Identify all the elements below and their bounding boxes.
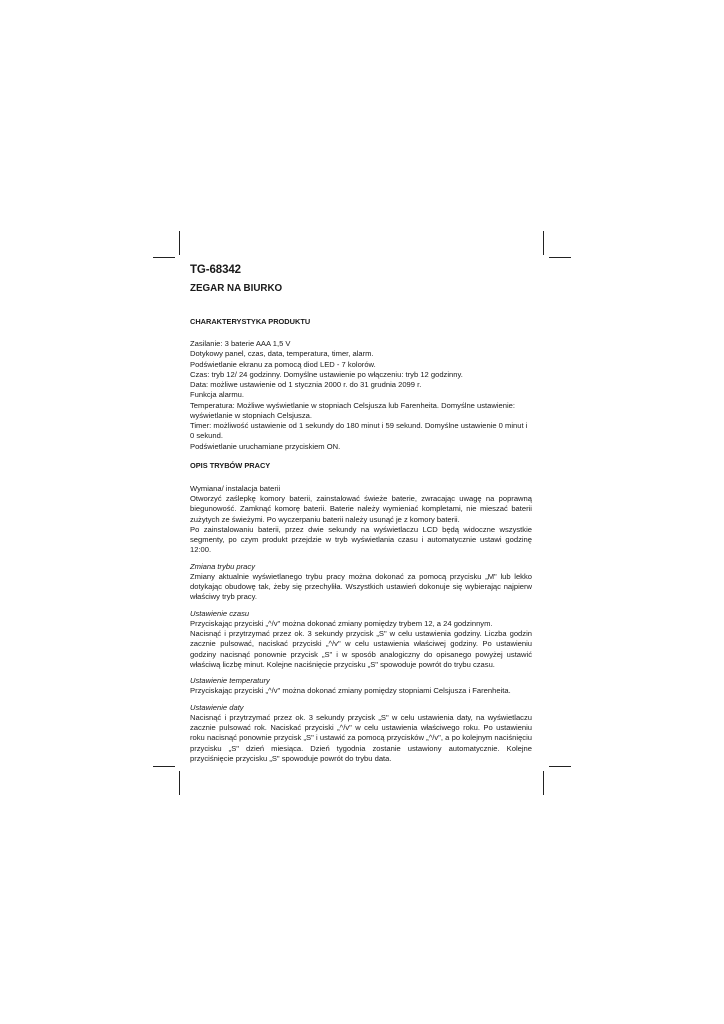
- crop-mark-bottom-left-horizontal: [153, 766, 175, 767]
- crop-mark-top-left-horizontal: [153, 257, 175, 258]
- temperature-text: Przyciskając przyciski „^/v" można dokonać zmiany pomiędzy stopniami Celsjusza i Farenheita.: [190, 686, 511, 696]
- crop-mark-top-right-horizontal: [549, 257, 571, 258]
- spec-line: Funkcja alarmu.: [190, 390, 245, 400]
- crop-mark-bottom-right-vertical: [543, 771, 544, 795]
- spec-line: Dotykowy panel, czas, data, temperatura, timer, alarm.: [190, 349, 374, 359]
- mode-change-text: Zmiany aktualnie wyświetlanego trybu pracy można dokonać za pomocą przycisku „M" lub lekko dotykając obudowę tak, żeby się przechyliła. Wszystkich ustawień dokonuje się wybierając najpierw właściwy tryb pracy.: [190, 571, 532, 602]
- spec-line: Czas: tryb 12/ 24 godzinny. Domyślne ustawienie po włączeniu: tryb 12 godzinny.: [190, 369, 463, 379]
- temperature-title: Ustawienie temperatury: [190, 676, 270, 685]
- crop-mark-top-left-vertical: [179, 231, 180, 255]
- product-title: ZEGAR NA BIURKO: [190, 283, 283, 294]
- spec-heading: CHARAKTERYSTYKA PRODUKTU: [190, 317, 311, 326]
- spec-line: Timer: możliwość ustawienie od 1 sekundy do 180 minut i 59 sekund. Domyślne ustawienie 0 minut i 0 sekund.: [190, 421, 528, 441]
- time-title: Ustawienie czasu: [190, 608, 250, 618]
- spec-list: [190, 339, 532, 452]
- crop-mark-bottom-right-horizontal: [549, 766, 571, 767]
- crop-mark-bottom-left-vertical: [179, 771, 180, 795]
- time-paragraph: Nacisnąć i przytrzymać przez ok. 3 sekundy przycisk „S" w celu ustawienia godziny. Liczba godzin zacznie pulsować, naciskać przyciski „^/v" w celu ustawienia właściwej godziny. Po ustawieniu godziny nacisnąć ponownie przycisk „S" i w sposób analogiczny do opisanego powyżej ustawić właściwą liczbę minut. Kolejne naciśnięcie przycisku „S" spowoduje powrót do trybu czasu.: [190, 629, 532, 669]
- crop-mark-top-right-vertical: [543, 231, 544, 255]
- modes-heading: OPIS TRYBÓW PRACY: [190, 460, 271, 470]
- time-paragraph: Przyciskając przyciski „^/v" można dokonać zmiany pomiędzy trybem 12, a 24 godzinnym.: [190, 618, 493, 628]
- spec-line: Temperatura: Możliwe wyświetlanie w stopniach Celsjusza lub Farenheita. Domyślne ustawienie: wyświetlanie w stopniach Celsjusza.: [190, 400, 515, 420]
- battery-title: Wymiana/ instalacja baterii: [190, 483, 281, 493]
- battery-paragraph: Otworzyć zaślepkę komory baterii, zainstalować świeże baterie, zwracając uwagę na poprawną biegunowość. Zamknąć komorę baterii. Baterie należy wymieniać kompletami, nie mieszać baterii zużytych ze świeżymi. Po wyczerpaniu baterii należy usunąć je z komory baterii.: [190, 494, 532, 524]
- manual-page: [190, 263, 532, 764]
- battery-paragraph: Po zainstalowaniu baterii, przez dwie sekundy na wyświetlaczu LCD będą widoczne wszystkie segmenty, po czym produkt przejdzie w tryb wyświetlania czasu i automatycznie ustawi godzinę 12:00.: [190, 524, 532, 555]
- model-number: TG-68342: [190, 264, 241, 276]
- mode-change-title: Zmiana trybu pracy: [190, 561, 255, 571]
- spec-line: Data: możliwe ustawienie od 1 stycznia 2000 r. do 31 grudnia 2099 r.: [190, 380, 422, 389]
- date-text: Nacisnąć i przytrzymać przez ok. 3 sekundy przycisk „S" w celu ustawienia daty, na wyświetlaczu zacznie pulsować rok. Naciskać przyciski „^/v" w celu ustawienia właściwego roku. Po ustawieniu roku nacisnąć ponownie przycisk „S" i ustawić za pomocą przycisków „^/v", a po kolejnym naciśnięciu przycisku „S" dzień miesiąca. Dzień tygodnia zostanie ustawiony automatycznie. Kolejne przyciśnięcie przycisku „S" spowoduje powrót do trybu data.: [190, 712, 532, 763]
- spec-line: Zasilanie: 3 baterie AAA 1,5 V: [190, 339, 291, 348]
- spec-line: Podświetlanie ekranu za pomocą diod LED - 7 kolorów.: [190, 359, 376, 369]
- date-title: Ustawienie daty: [190, 702, 244, 712]
- spec-line: Podświetlanie uruchamiane przyciskiem ON.: [190, 441, 341, 451]
